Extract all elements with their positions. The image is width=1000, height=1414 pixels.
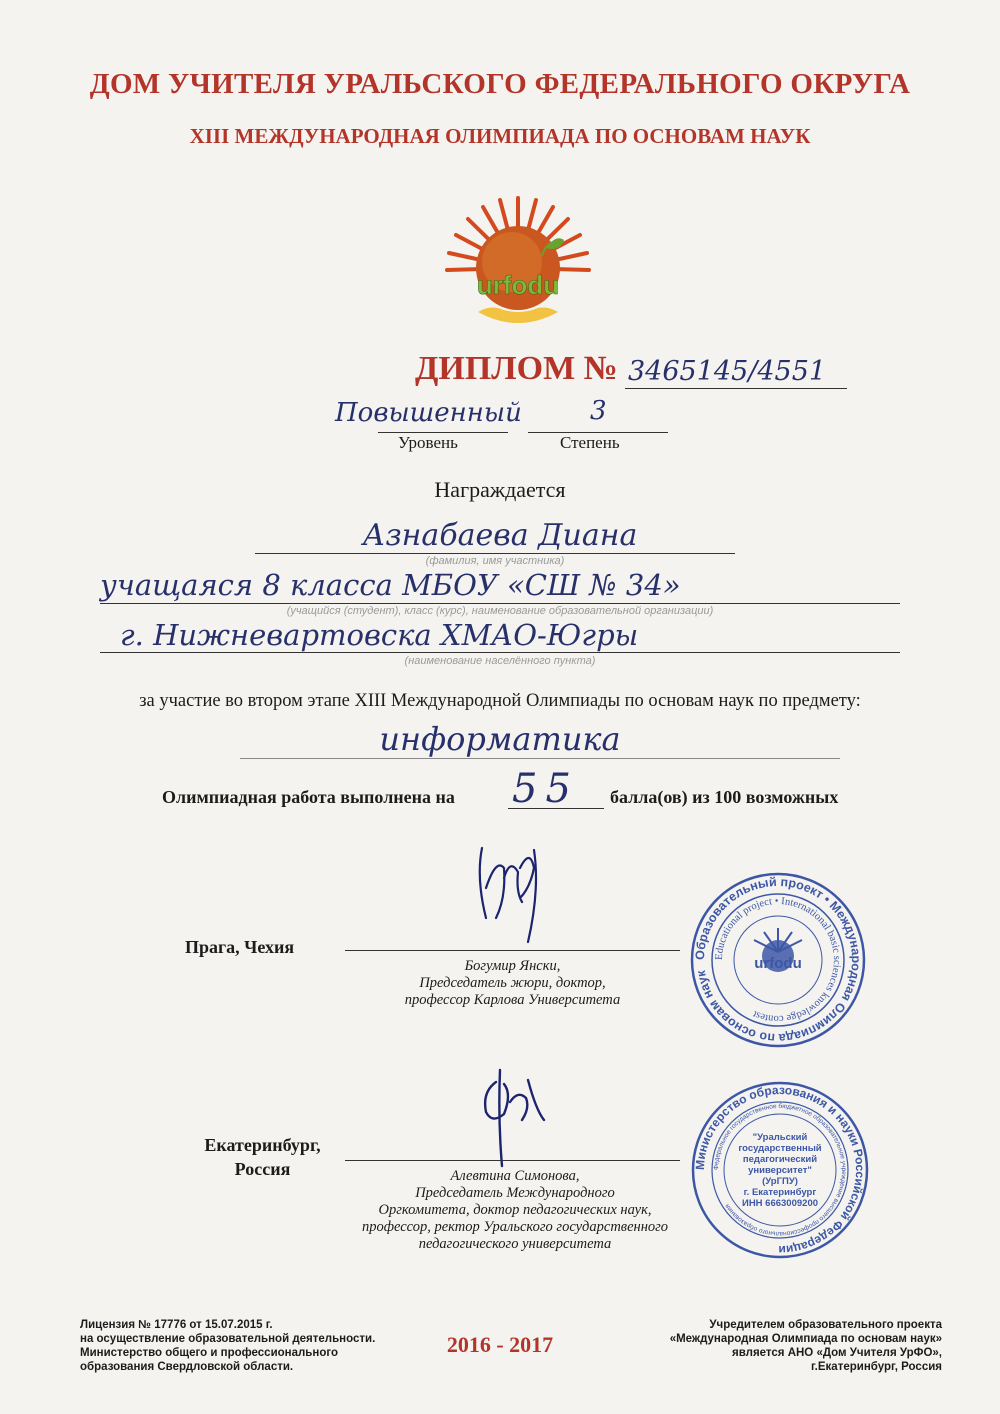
signature-2-caption: [340, 1168, 690, 1253]
footer-license-line: на осуществление образовательной деятельности.: [80, 1333, 376, 1345]
stamp-2-center-line: "Уральский: [752, 1132, 808, 1143]
level-label: Уровень: [398, 433, 458, 452]
footer-license-line: Министерство общего и профессионального: [80, 1347, 339, 1359]
logo: [438, 190, 598, 340]
footer-founder-line: «Международная Олимпиада по основам наук»: [669, 1333, 942, 1345]
diploma-number: 3465145/4551: [628, 356, 827, 387]
signature-2-name: Алевтина Симонова,: [450, 1168, 580, 1184]
footer-founder-line: является АНО «Дом Учителя УрФО»,: [732, 1347, 942, 1359]
signature-1-position-line: профессор Карлова Университета: [404, 992, 621, 1008]
stamp-2-center-line: (УрГПУ): [762, 1176, 798, 1187]
recipient-status-caption: (учащийся (студент), класс (курс), наименование образовательной организации): [286, 605, 714, 617]
recipient-name-caption: (фамилия, имя участника): [425, 555, 565, 567]
diploma-label: ДИПЛОМ №: [415, 350, 618, 387]
educational-project-stamp: [688, 870, 868, 1050]
stamp-1-outer-text: Образовательный проект • Международная Олимпиада по основам наук: [692, 874, 864, 1046]
org-title: ДОМ УЧИТЕЛЯ УРАЛЬСКОГО ФЕДЕРАЛЬНОГО ОКРУГА: [89, 68, 911, 100]
signature-1-city: Прага, Чехия: [185, 937, 295, 957]
footer-license: [80, 1318, 400, 1374]
signature-1-position-line: Председатель жюри, доктор,: [419, 975, 606, 991]
footer-founder: [612, 1318, 942, 1374]
degree-label: Степень: [560, 433, 620, 452]
signature-2-city-line1: Екатеринбург,: [204, 1135, 321, 1155]
diploma-number-line: [625, 388, 847, 389]
sunburst-logo-icon: [438, 190, 598, 340]
stamp-2-center-line: ИНН 6663009200: [741, 1198, 819, 1209]
stamp-1-inner-text: Educational project • International basic sciences knowledge contest: [713, 895, 843, 1025]
olympiad-title: XIII МЕЖДУНАРОДНАЯ ОЛИМПИАДА ПО ОСНОВАМ НАУК: [189, 124, 811, 148]
signature-1-image: [462, 838, 552, 948]
recipient-status: учащаяся 8 класса МБОУ «СШ № 34»: [100, 568, 681, 602]
recipient-name-line: [255, 553, 735, 554]
stamp-2-center-line: г. Екатеринбург: [743, 1187, 817, 1198]
subject-line: [240, 758, 840, 759]
recipient-city-line: [100, 652, 900, 653]
stamp-1-center-text: urfodu: [754, 955, 802, 972]
score-suffix: балла(ов) из 100 возможных: [610, 787, 839, 807]
signature-2-line: [345, 1160, 680, 1161]
score-prefix: Олимпиадная работа выполнена на: [162, 787, 455, 807]
signature-2-position-line: педагогического университета: [418, 1236, 612, 1252]
recipient-city: г. Нижневартовска ХМАО-Югры: [120, 618, 639, 652]
signature-2-image: [470, 1062, 560, 1172]
signature-2-position-line: профессор, ректор Уральского государственного: [361, 1219, 669, 1235]
score-value: 55: [512, 766, 579, 812]
participation-text: за участие во втором этапе XIII Международной Олимпиады по основам наук по предмету:: [139, 691, 861, 711]
recipient-status-line: [100, 603, 900, 604]
recipient-city-caption: (наименование населённого пункта): [404, 655, 596, 667]
logo-text: urfodu: [476, 270, 560, 300]
signature-1-caption: [345, 958, 680, 1009]
score-line: [508, 808, 604, 809]
footer-founder-line: Учредителем образовательного проекта: [709, 1319, 942, 1331]
signature-2-city-line2: Россия: [234, 1159, 291, 1179]
stamp-2-center-line: педагогический: [742, 1154, 818, 1165]
signature-1-name: Богумир Янски,: [464, 958, 561, 974]
stamp-2-center-line: университет": [748, 1165, 812, 1176]
stamp-2-outer-text: Министерство образования и науки Российской Федерации: [692, 1082, 868, 1258]
stamp-2-inner-text: Федеральное государственное бюджетное образовательное учреждение высшего профессионального образования: [712, 1102, 848, 1238]
stamp-2-center-line: государственный: [738, 1143, 822, 1154]
level-value: Повышенный: [335, 398, 522, 428]
awarded-label: Награждается: [434, 477, 566, 502]
university-stamp: [690, 1080, 870, 1260]
signature-2-city: [175, 1133, 350, 1181]
footer-license-line: Лицензия № 17776 от 15.07.2015 г.: [80, 1319, 273, 1331]
signature-1-line: [345, 950, 680, 951]
subject: информатика: [379, 720, 621, 758]
recipient-name: Азнабаева Диана: [362, 518, 638, 553]
footer-years: 2016 - 2017: [446, 1332, 554, 1357]
footer-license-line: образования Свердловской области.: [80, 1361, 294, 1373]
signature-2-position-line: Председатель Международного: [415, 1185, 615, 1201]
signature-2-position-line: Оргкомитета, доктор педагогических наук,: [378, 1202, 652, 1218]
degree-value: 3: [590, 396, 607, 426]
footer-founder-line: г.Екатеринбург, Россия: [811, 1361, 942, 1373]
